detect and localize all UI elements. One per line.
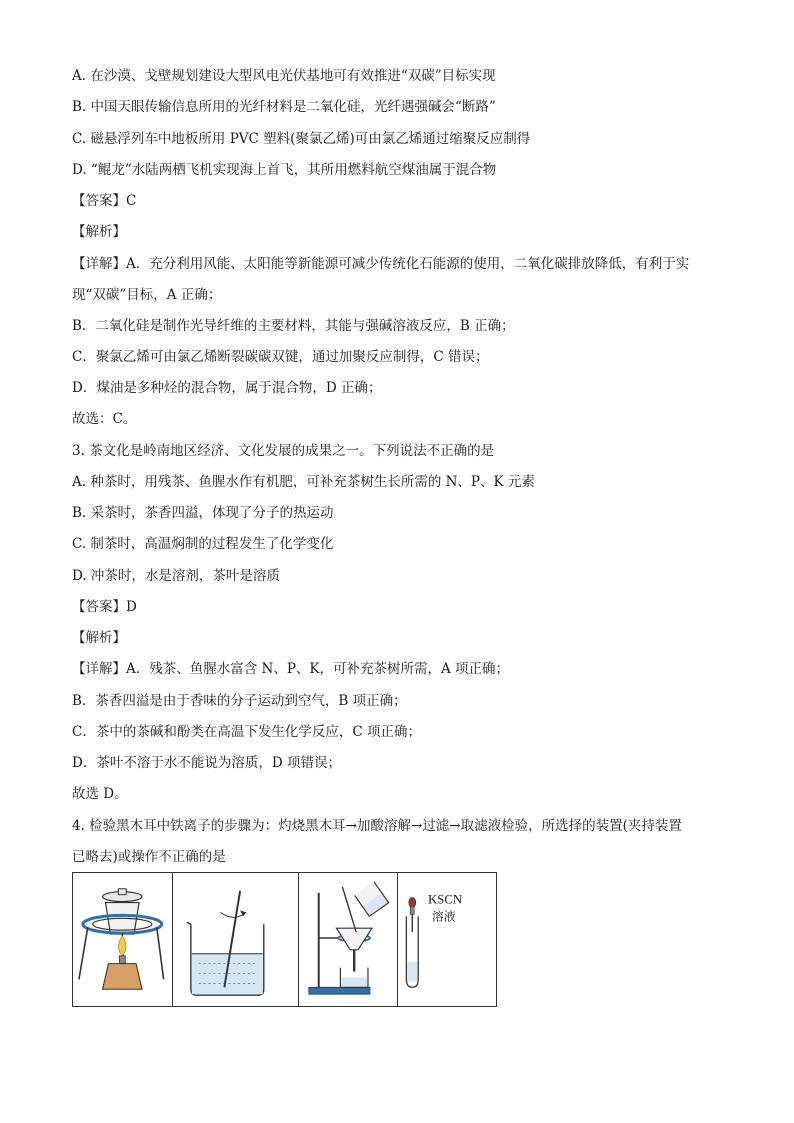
- option-c-q3: C. 制茶时，高温焖制的过程发生了化学变化: [72, 536, 334, 552]
- analysis-heading-q3: 【解析】: [72, 630, 126, 646]
- filtration-diagram: [299, 873, 399, 1006]
- question-4-cont: 已略去)或操作不正确的是: [72, 849, 226, 865]
- detail-q2-a-cont: 现“双碳”目标，A 正确；: [72, 287, 222, 303]
- option-a-q3: A. 种茶时，用残茶、鱼腥水作有机肥，可补充茶树生长所需的 N、P、K 元素: [72, 474, 535, 490]
- test-tube-dropper-icon: [398, 873, 496, 1006]
- detail-q3-d: D．茶叶不溶于水不能说为溶质，D 项错误；: [72, 755, 341, 771]
- solution-label: 溶液: [432, 909, 457, 924]
- option-c-q2: C. 磁悬浮列车中地板所用 PVC 塑料(聚氯乙烯)可由氯乙烯通过缩聚反应制得: [72, 131, 531, 147]
- crucible-heating-diagram: [73, 873, 173, 1006]
- conclusion-q2: 故选：C。: [72, 411, 137, 427]
- conclusion-q3: 故选 D。: [72, 786, 128, 802]
- kscn-label: KSCN: [428, 892, 463, 907]
- question-3: 3. 茶文化是岭南地区经济、文化发展的成果之一。下列说法不正确的是: [72, 443, 495, 459]
- beaker-stirring-icon: [173, 873, 298, 1006]
- option-a-q2: A. 在沙漠、戈壁规划建设大型风电光伏基地可有效推进“双碳”目标实现: [72, 68, 496, 84]
- detail-q3-c: C．茶中的茶碱和酚类在高温下发生化学反应，C 项正确；: [72, 724, 421, 740]
- kscn-test-diagram: [398, 873, 496, 1006]
- crucible-burner-icon: [73, 873, 172, 1006]
- question-4: 4. 检验黑木耳中铁离子的步骤为：灼烧黑木耳→加酸溶解→过滤→取滤液检验，所选择的装置(夹持装置: [72, 818, 682, 834]
- detail-q2-d: D．煤油是多种烃的混合物，属于混合物，D 正确；: [72, 380, 382, 396]
- answer-q2: 【答案】C: [72, 193, 137, 209]
- option-b-q3: B. 采茶时，茶香四溢，体现了分子的热运动: [72, 505, 334, 521]
- analysis-heading-q2: 【解析】: [72, 224, 126, 240]
- filter-funnel-icon: [299, 873, 398, 1006]
- dissolving-beaker-diagram: [173, 873, 299, 1006]
- detail-q3-a: 【详解】A．残茶、鱼腥水富含 N、P、K，可补充茶树所需，A 项正确；: [72, 661, 510, 677]
- apparatus-figure: [72, 872, 497, 1007]
- option-d-q3: D. 冲茶时，水是溶剂，茶叶是溶质: [72, 568, 280, 584]
- detail-q2-b: B．二氧化硅是制作光导纤维的主要材料，其能与强碱溶液反应，B 正确；: [72, 318, 515, 334]
- detail-q2-a: 【详解】A．充分利用风能、太阳能等新能源可减少传统化石能源的使用，二氧化碳排放降低，有利于实: [72, 256, 690, 272]
- option-d-q2: D. “鲲龙”水陆两栖飞机实现海上首飞，其所用燃料航空煤油属于混合物: [72, 162, 497, 178]
- detail-q2-c: C．聚氯乙烯可由氯乙烯断裂碳碳双键，通过加聚反应制得，C 错误；: [72, 349, 489, 365]
- answer-q3: 【答案】D: [72, 599, 137, 615]
- detail-q3-b: B．茶香四溢是由于香味的分子运动到空气，B 项正确；: [72, 693, 407, 709]
- option-b-q2: B. 中国天眼传输信息所用的光纤材料是二氧化硅，光纤遇强碱会“断路”: [72, 99, 496, 115]
